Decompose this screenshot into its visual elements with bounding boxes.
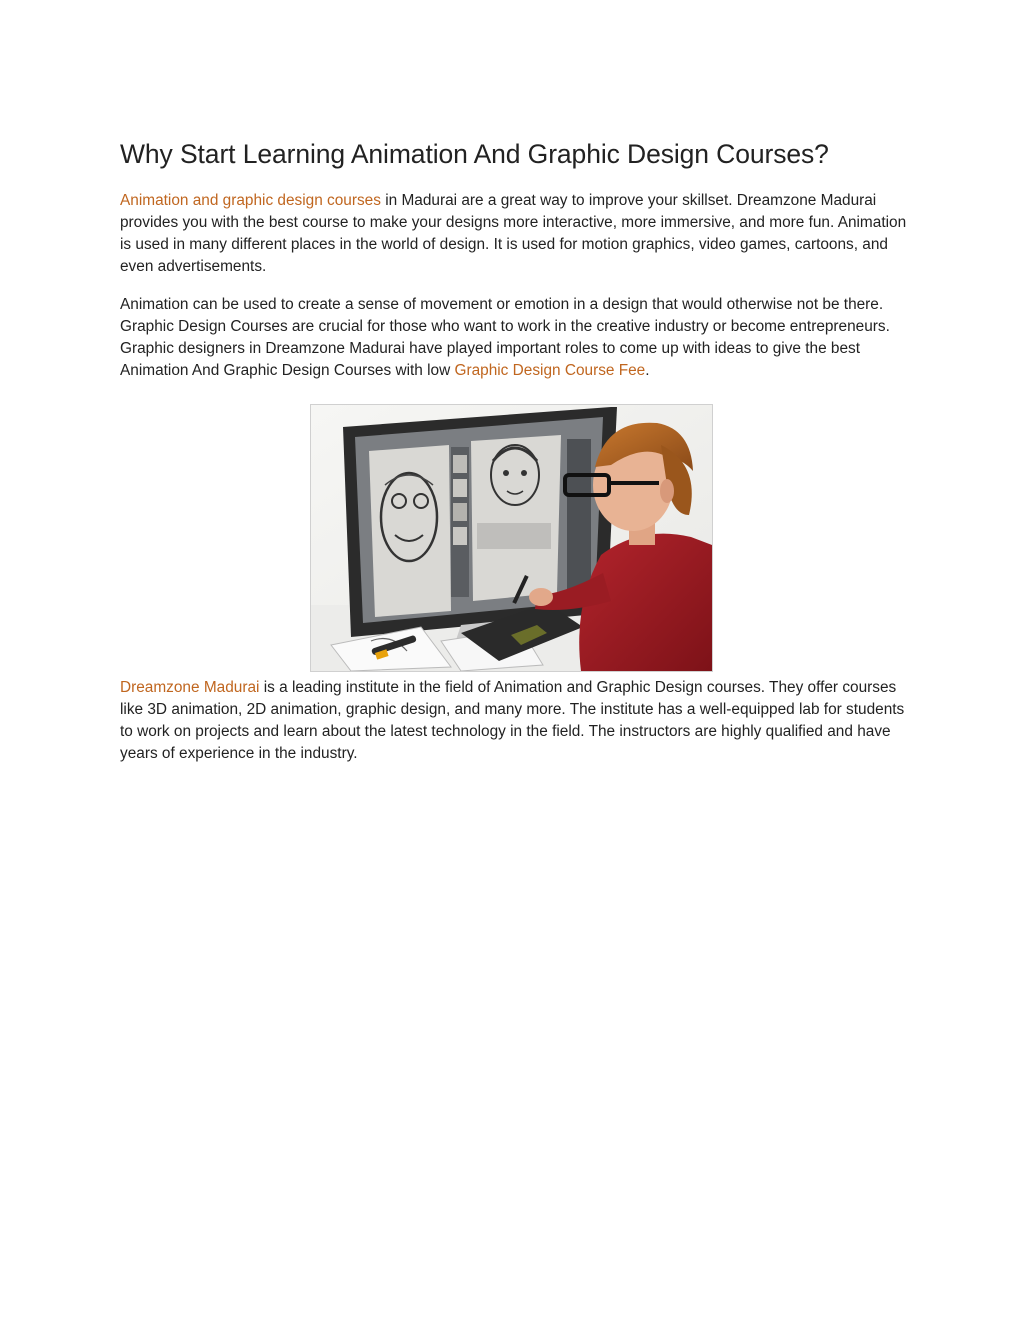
animation-paragraph	[120, 294, 910, 382]
institute-paragraph-text: is a leading institute in the field of Animation and Graphic Design courses. They offer courses like 3D animation, 2D animation, graphic design, and many more. The institute has a well-equipped lab for students to work on projects and learn about the latest technology in the field. The instructors are highly qualified and have years of experience in the industry.	[120, 679, 905, 762]
course-fee-link[interactable]: Graphic Design Course Fee	[454, 362, 646, 379]
intro-paragraph-text: in Madurai are a great way to improve your skillset. Dreamzone Madurai provides you with the best course to make your designs more interactive, more immersive, and more fun. Animation is used in many different places in the world of design. It is used for motion graphics, video games, cartoons, and even advertisements.	[120, 192, 907, 275]
article	[120, 134, 910, 765]
dreamzone-madurai-link[interactable]: Dreamzone Madurai	[120, 679, 260, 696]
animation-courses-link[interactable]: Animation and graphic design courses	[120, 192, 381, 209]
institute-paragraph	[120, 677, 910, 765]
page-title: Why Start Learning Animation And Graphic Design Courses?	[120, 139, 829, 169]
designer-at-computer-image	[310, 404, 713, 672]
animation-paragraph-text: Animation can be used to create a sense of movement or emotion in a design that would otherwise not be there. Graphic Design Courses are crucial for those who want to work in the creative industry or become entrepreneurs. Graphic designers in Dreamzone Madurai have played important roles to come up with ideas to give the best Animation And Graphic Design Courses with low	[120, 296, 890, 379]
intro-paragraph	[120, 190, 910, 278]
animation-paragraph-tail: .	[645, 362, 650, 379]
designer-illustration	[311, 405, 712, 671]
